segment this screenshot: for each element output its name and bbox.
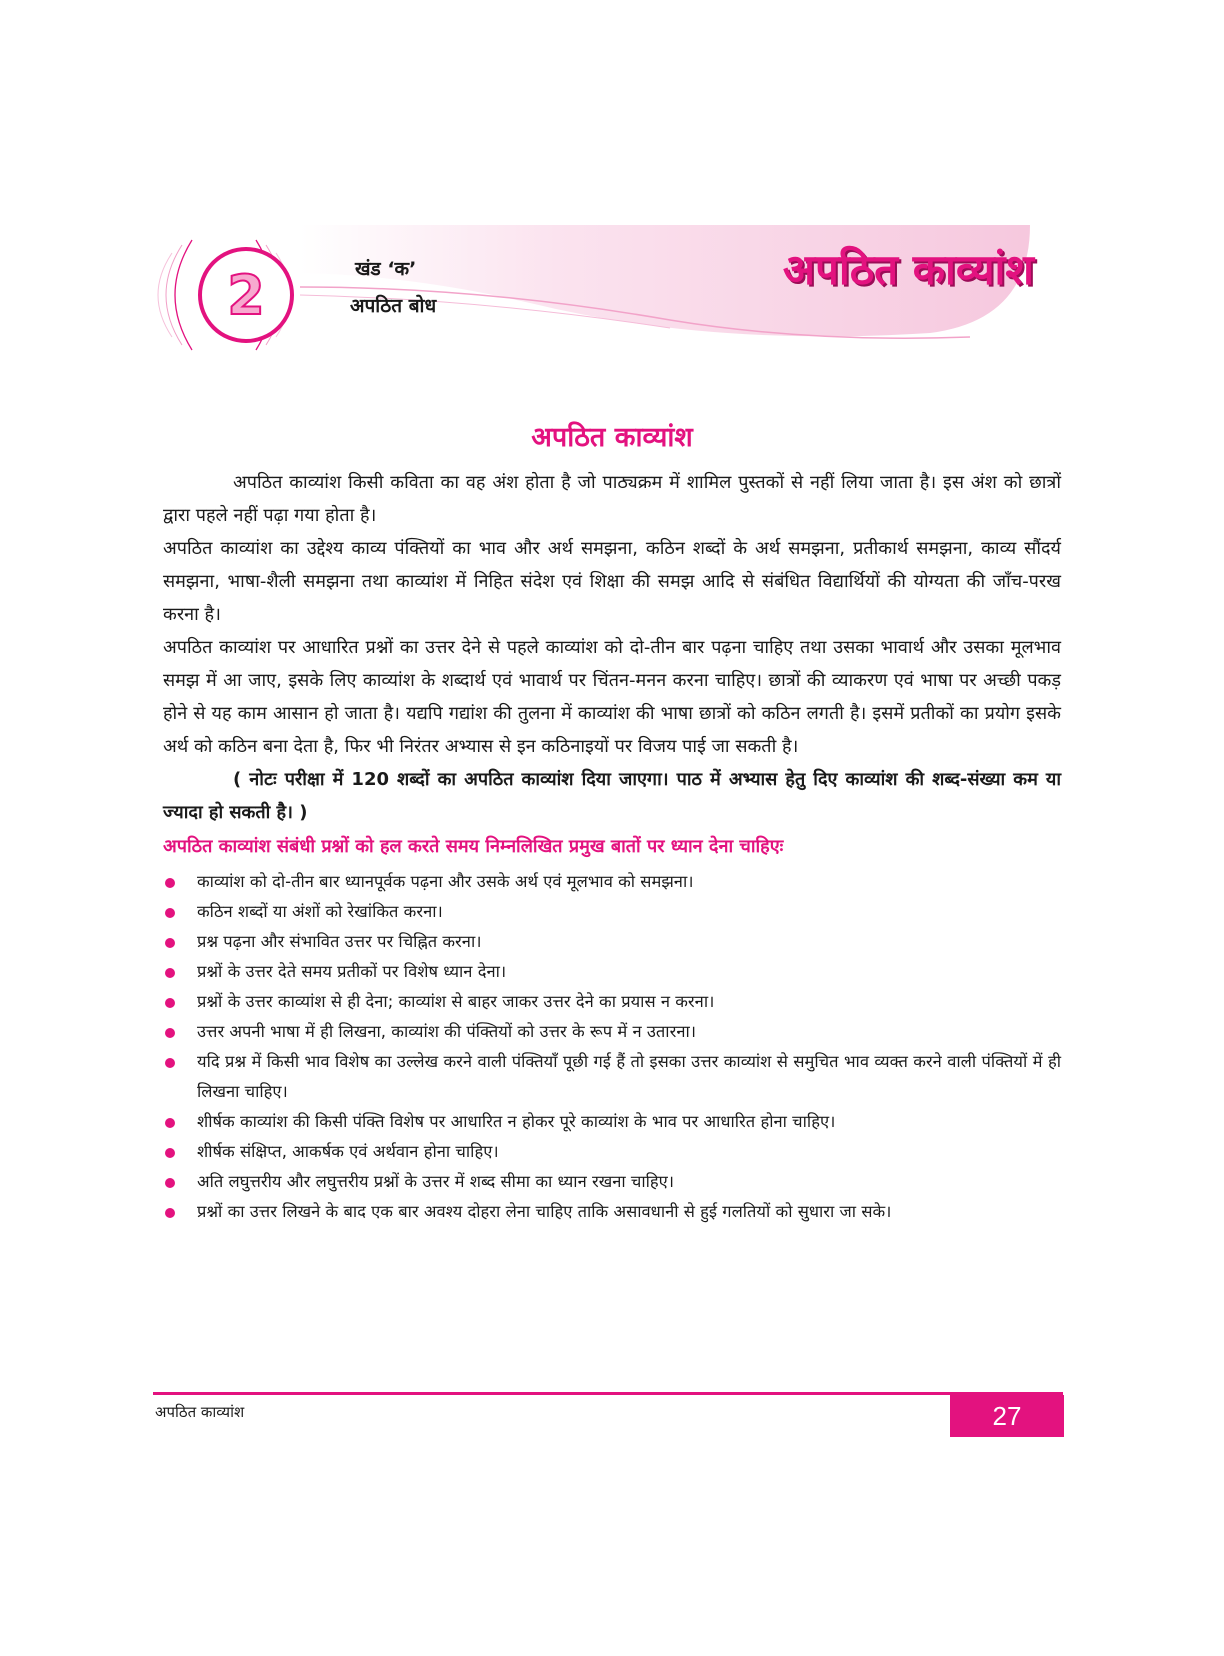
tip-text: शीर्षक काव्यांश की किसी पंक्ति विशेष पर आधारित न होकर पूरे काव्यांश के भाव पर आधारित होना चाहिए।: [197, 1112, 836, 1131]
bullet-icon: [165, 938, 175, 948]
tip-text: अति लघुत्तरीय और लघुत्तरीय प्रश्नों के उत्तर में शब्द सीमा का ध्यान रखना चाहिए।: [197, 1172, 675, 1191]
tip-text: प्रश्नों का उत्तर लिखने के बाद एक बार अवश्य दोहरा लेना चाहिए ताकि असावधानी से हुई गलतियों को सुधारा जा सके।: [197, 1202, 892, 1221]
bullet-icon: [165, 998, 175, 1008]
chapter-title: अपठित काव्यांश: [782, 245, 1034, 294]
tip-text: कठिन शब्दों या अंशों को रेखांकित करना।: [197, 902, 443, 921]
bullet-icon: [165, 1208, 175, 1218]
main-content: [163, 420, 1061, 1227]
list-item: [163, 1167, 1061, 1197]
page-number: 27: [950, 1395, 1064, 1437]
chapter-number: 2: [227, 263, 265, 327]
list-item: [163, 987, 1061, 1017]
list-item: [163, 1107, 1061, 1137]
purpose-paragraph: अपठित काव्यांश का उद्देश्य काव्य पंक्तियों का भाव और अर्थ समझना, कठिन शब्दों के अर्थ समझना, प्रतीकार्थ समझना, काव्य सौंदर्य समझना, भाषा-शैली समझना तथा काव्यांश में निहित संदेश एवं शिक्षा की समझ आदि से संबंधित विद्यार्थियों की योग्यता की जाँच-परख करना है।: [163, 538, 1061, 625]
page-heading: अपठित काव्यांश: [531, 422, 693, 453]
tip-text: प्रश्नों के उत्तर काव्यांश से ही देना; काव्यांश से बाहर जाकर उत्तर देने का प्रयास न करना।: [197, 992, 715, 1011]
method-paragraph: अपठित काव्यांश पर आधारित प्रश्नों का उत्तर देने से पहले काव्यांश को दो-तीन बार पढ़ना चाहिए तथा उसका भावार्थ और उसका मूलभाव समझ में आ जाए, इसके लिए काव्यांश के शब्दार्थ एवं भावार्थ पर चिंतन-मनन करना चाहिए। छात्रों की व्याकरण एवं भाषा पर अच्छी पकड़ होने से यह काम आसान हो जाता है। यद्यपि गद्यांश की तुलना में काव्यांश की भाषा छात्रों को कठिन लगती है। इसमें प्रतीकों का प्रयोग इसके अर्थ को कठिन बना देता है, फिर भी निरंतर अभ्यास से इन कठिनाइयों पर विजय पाई जा सकती है।: [163, 637, 1061, 757]
tip-text: शीर्षक संक्षिप्त, आकर्षक एवं अर्थवान होना चाहिए।: [197, 1142, 499, 1161]
tips-list: [163, 867, 1061, 1227]
bullet-icon: [165, 878, 175, 888]
list-item: [163, 1197, 1061, 1227]
tips-heading: अपठित काव्यांश संबंधी प्रश्नों को हल करते समय निम्नलिखित प्रमुख बातों पर ध्यान देना चाहिएः: [163, 836, 784, 857]
list-item: [163, 897, 1061, 927]
list-item: [163, 957, 1061, 987]
section-subtitle: अपठित बोध: [350, 295, 437, 317]
intro-paragraph: अपठित काव्यांश किसी कविता का वह अंश होता है जो पाठ्यक्रम में शामिल पुस्तकों से नहीं लिया जाता है। इस अंश को छात्रों द्वारा पहले नहीं पढ़ा गया होता है।: [163, 472, 1061, 526]
bullet-icon: [165, 1058, 175, 1068]
note-text: ( नोटः परीक्षा में 120 शब्दों का अपठित काव्यांश दिया जाएगा। पाठ में अभ्यास हेतु दिए काव्यांश की शब्द-संख्या कम या ज्यादा हो सकती है। ): [163, 769, 1061, 823]
list-item: [163, 1047, 1061, 1107]
list-item: [163, 867, 1061, 897]
tip-text: यदि प्रश्न में किसी भाव विशेष का उल्लेख करने वाली पंक्तियाँ पूछी गई हैं तो इसका उत्तर काव्यांश से समुचित भाव व्यक्त करने वाली पंक्तियों में ही लिखना चाहिए।: [197, 1052, 1061, 1101]
tip-text: प्रश्नों के उत्तर देते समय प्रतीकों पर विशेष ध्यान देना।: [197, 962, 507, 981]
list-item: [163, 927, 1061, 957]
bullet-icon: [165, 908, 175, 918]
list-item: [163, 1137, 1061, 1167]
list-item: [163, 1017, 1061, 1047]
bullet-icon: [165, 968, 175, 978]
footer-running-title: अपठित काव्यांश: [155, 1403, 245, 1421]
bullet-icon: [165, 1178, 175, 1188]
tip-text: उत्तर अपनी भाषा में ही लिखना, काव्यांश की पंक्तियों को उत्तर के रूप में न उतारना।: [197, 1022, 697, 1041]
bullet-icon: [165, 1148, 175, 1158]
chapter-number-badge: [198, 247, 294, 343]
tip-text: प्रश्न पढ़ना और संभावित उत्तर पर चिह्नित करना।: [197, 932, 482, 951]
section-tag: खंड ‘क’: [355, 258, 417, 280]
bullet-icon: [165, 1118, 175, 1128]
bullet-icon: [165, 1028, 175, 1038]
tip-text: काव्यांश को दो-तीन बार ध्यानपूर्वक पढ़ना और उसके अर्थ एवं मूलभाव को समझना।: [197, 872, 694, 891]
footer-divider: [153, 1392, 1063, 1395]
